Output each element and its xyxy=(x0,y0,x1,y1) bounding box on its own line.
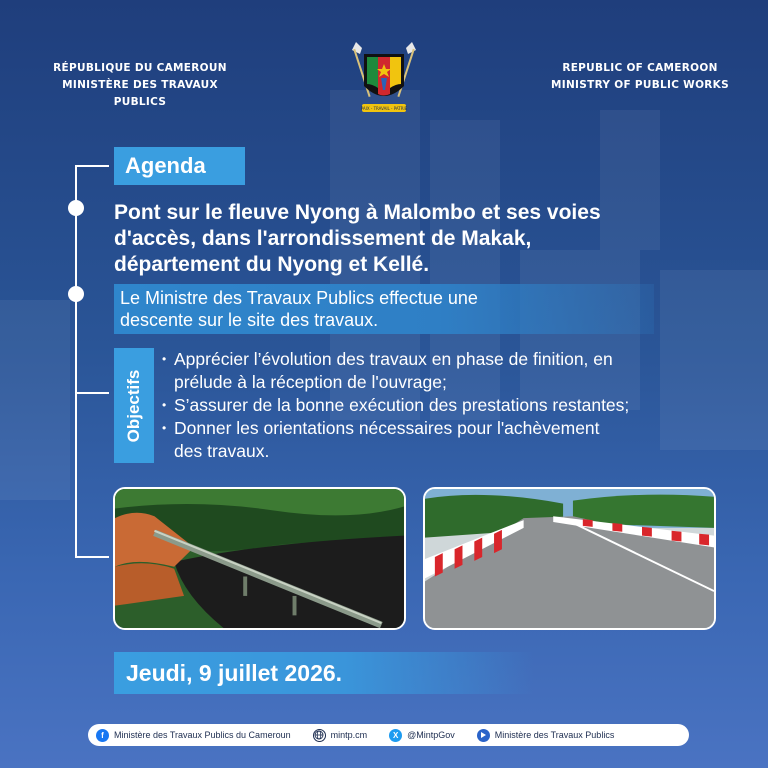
timeline-dot xyxy=(68,286,84,302)
timeline-tick-top xyxy=(75,165,109,167)
country-name-en: REPUBLIC OF CAMEROON xyxy=(562,62,718,74)
objective-line: • Donner les orientations nécessaires pour l'achèvement xyxy=(174,418,600,438)
headline-line: d'accès, dans l'arrondissement de Makak, xyxy=(114,227,532,250)
twitter-label: @MintpGov xyxy=(407,730,455,740)
agenda-subtitle xyxy=(114,284,654,334)
subtitle-line: Le Ministre des Travaux Publics effectue une xyxy=(120,288,478,308)
ministry-name-en: MINISTRY OF PUBLIC WORKS xyxy=(551,79,729,91)
coat-of-arms-icon xyxy=(348,40,420,118)
youtube-label: Ministère des Travaux Publics xyxy=(494,730,615,740)
footer-facebook[interactable] xyxy=(96,729,291,742)
objectives-label xyxy=(114,348,154,463)
timeline-tick-objectives xyxy=(75,392,109,394)
objective-item xyxy=(162,348,722,394)
objectives-list xyxy=(162,348,722,463)
government-header-fr xyxy=(40,60,240,111)
footer-youtube[interactable] xyxy=(477,729,615,742)
facebook-icon: f xyxy=(96,729,109,742)
timeline-dot xyxy=(68,200,84,216)
footer-twitter[interactable] xyxy=(389,729,455,742)
agenda-headline xyxy=(114,200,724,278)
website-label: mintp.cm xyxy=(330,730,368,740)
timeline-tick-bottom xyxy=(75,556,109,558)
event-date: Jeudi, 9 juillet 2026. xyxy=(114,652,534,694)
timeline-line xyxy=(75,165,77,557)
bridge-deck-photo xyxy=(423,487,716,630)
headline-line: Pont sur le fleuve Nyong à Malombo et ses voies xyxy=(114,201,601,224)
footer-social-bar xyxy=(88,724,689,746)
emblem-motto: PAIX - TRAVAIL - PATRIE xyxy=(360,106,408,111)
objectives-label-text: Objectifs xyxy=(124,369,143,442)
x-icon: X xyxy=(389,729,402,742)
facebook-label: Ministère des Travaux Publics du Cameroun xyxy=(114,730,291,740)
government-header-en xyxy=(540,60,740,94)
country-name-fr: RÉPUBLIQUE DU CAMEROUN xyxy=(53,62,227,74)
globe-icon xyxy=(313,729,326,742)
footer-website[interactable] xyxy=(313,729,368,742)
objective-line: prélude à la réception de l'ouvrage; xyxy=(174,372,447,392)
objective-item xyxy=(162,394,722,417)
objective-item xyxy=(162,417,722,463)
agenda-label: Agenda xyxy=(114,147,245,185)
ministry-name-fr: MINISTÈRE DES TRAVAUX PUBLICS xyxy=(62,79,218,108)
objective-line: des travaux. xyxy=(174,441,270,461)
objective-line: • S’assurer de la bonne exécution des prestations restantes; xyxy=(174,395,630,415)
headline-line: département du Nyong et Kellé. xyxy=(114,253,430,276)
objective-line: • Apprécier l’évolution des travaux en phase de finition, en xyxy=(174,349,613,369)
bridge-aerial-photo xyxy=(113,487,406,630)
youtube-icon xyxy=(477,729,490,742)
subtitle-line: descente sur le site des travaux. xyxy=(120,310,379,330)
